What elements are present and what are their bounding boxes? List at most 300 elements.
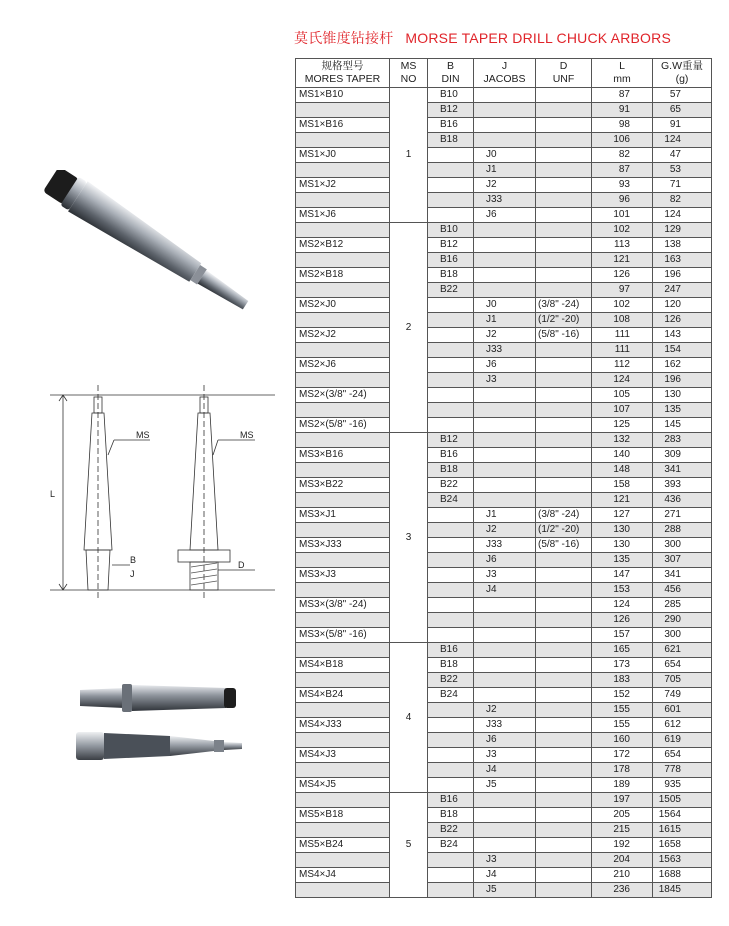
- cell-model: [296, 793, 390, 808]
- cell-jacobs: [474, 613, 536, 628]
- cell-jacobs: J1: [474, 508, 536, 523]
- table-row: [296, 298, 712, 313]
- cell-jacobs: J2: [474, 523, 536, 538]
- cell-weight: 162: [653, 358, 712, 373]
- table-row: [296, 328, 712, 343]
- cell-din: B10: [428, 88, 474, 103]
- cell-din: [428, 328, 474, 343]
- cell-din: [428, 418, 474, 433]
- cell-length: 147: [592, 568, 653, 583]
- cell-din: B16: [428, 448, 474, 463]
- arbor-technical-drawing: [50, 385, 280, 600]
- table-row: [296, 313, 712, 328]
- cell-length: 96: [592, 193, 653, 208]
- cell-model: [296, 523, 390, 538]
- cell-din: B18: [428, 268, 474, 283]
- cell-length: 91: [592, 103, 653, 118]
- cell-weight: 143: [653, 328, 712, 343]
- cell-model: MS3×(5/8" -16): [296, 628, 390, 643]
- table-row: [296, 718, 712, 733]
- table-row: [296, 463, 712, 478]
- cell-unf: (3/8" -24): [536, 508, 592, 523]
- cell-length: 108: [592, 313, 653, 328]
- table-row: [296, 808, 712, 823]
- table-row: [296, 688, 712, 703]
- cell-weight: 154: [653, 343, 712, 358]
- cell-weight: 436: [653, 493, 712, 508]
- table-row: [296, 658, 712, 673]
- cell-weight: 124: [653, 133, 712, 148]
- cell-jacobs: [474, 463, 536, 478]
- b-label: B: [130, 555, 137, 565]
- cell-weight: 135: [653, 403, 712, 418]
- table-row: [296, 403, 712, 418]
- cell-length: 106: [592, 133, 653, 148]
- cell-unf: [536, 583, 592, 598]
- header-j: J JACOBS: [474, 59, 536, 88]
- cell-jacobs: [474, 478, 536, 493]
- cell-ms-no: 4: [390, 643, 428, 793]
- cell-model: MS1×J6: [296, 208, 390, 223]
- cell-weight: 288: [653, 523, 712, 538]
- cell-model: [296, 163, 390, 178]
- cell-unf: [536, 223, 592, 238]
- cell-model: MS2×J6: [296, 358, 390, 373]
- cell-din: [428, 853, 474, 868]
- cell-length: 155: [592, 718, 653, 733]
- cell-weight: 307: [653, 553, 712, 568]
- cell-unf: [536, 418, 592, 433]
- cell-weight: 271: [653, 508, 712, 523]
- cell-jacobs: [474, 388, 536, 403]
- cell-length: 87: [592, 88, 653, 103]
- cell-length: 102: [592, 223, 653, 238]
- cell-din: B12: [428, 103, 474, 118]
- cell-jacobs: [474, 118, 536, 133]
- table-row: [296, 193, 712, 208]
- table-row: [296, 838, 712, 853]
- cell-jacobs: [474, 238, 536, 253]
- cell-weight: 749: [653, 688, 712, 703]
- cell-model: MS3×(3/8" -24): [296, 598, 390, 613]
- cell-unf: [536, 373, 592, 388]
- cell-model: [296, 103, 390, 118]
- cell-model: [296, 193, 390, 208]
- cell-length: 155: [592, 703, 653, 718]
- cell-unf: [536, 403, 592, 418]
- cell-model: MS4×J5: [296, 778, 390, 793]
- cell-model: [296, 373, 390, 388]
- cell-length: 126: [592, 613, 653, 628]
- cell-length: 183: [592, 673, 653, 688]
- table-row: [296, 493, 712, 508]
- cell-length: 173: [592, 658, 653, 673]
- cell-din: [428, 298, 474, 313]
- cell-jacobs: [474, 808, 536, 823]
- table-row: [296, 133, 712, 148]
- table-row: [296, 868, 712, 883]
- cell-jacobs: [474, 658, 536, 673]
- table-row: [296, 568, 712, 583]
- cell-din: [428, 553, 474, 568]
- cell-model: [296, 703, 390, 718]
- cell-jacobs: J4: [474, 868, 536, 883]
- table-row: [296, 538, 712, 553]
- cell-din: [428, 568, 474, 583]
- cell-jacobs: [474, 673, 536, 688]
- cell-unf: [536, 823, 592, 838]
- cell-din: [428, 373, 474, 388]
- cell-length: 87: [592, 163, 653, 178]
- cell-unf: [536, 358, 592, 373]
- cell-din: [428, 538, 474, 553]
- cell-unf: [536, 283, 592, 298]
- cell-din: [428, 508, 474, 523]
- table-row: [296, 823, 712, 838]
- cell-unf: [536, 658, 592, 673]
- cell-weight: 247: [653, 283, 712, 298]
- cell-unf: [536, 778, 592, 793]
- cell-unf: [536, 868, 592, 883]
- cell-model: [296, 283, 390, 298]
- cell-din: [428, 163, 474, 178]
- jacobs-arbor-photo: [74, 722, 244, 770]
- cell-din: [428, 178, 474, 193]
- header-model: 规格型号 MORES TAPER: [296, 59, 390, 88]
- cell-model: MS2×(3/8" -24): [296, 388, 390, 403]
- title-english: MORSE TAPER DRILL CHUCK ARBORS: [405, 30, 671, 46]
- cell-model: [296, 553, 390, 568]
- cell-unf: [536, 103, 592, 118]
- table-row: [296, 268, 712, 283]
- table-row: [296, 103, 712, 118]
- cell-jacobs: [474, 253, 536, 268]
- cell-model: MS5×B24: [296, 838, 390, 853]
- cell-jacobs: J5: [474, 778, 536, 793]
- cell-weight: 654: [653, 748, 712, 763]
- cell-jacobs: [474, 103, 536, 118]
- cell-model: MS1×J2: [296, 178, 390, 193]
- header-gw: G.W重量 (g): [653, 59, 712, 88]
- cell-model: [296, 403, 390, 418]
- cell-model: [296, 493, 390, 508]
- cell-unf: [536, 748, 592, 763]
- cell-length: 124: [592, 598, 653, 613]
- cell-weight: 393: [653, 478, 712, 493]
- cell-weight: 300: [653, 628, 712, 643]
- table-row: [296, 733, 712, 748]
- cell-din: B16: [428, 793, 474, 808]
- cell-jacobs: [474, 628, 536, 643]
- table-row: [296, 763, 712, 778]
- cell-model: MS5×B18: [296, 808, 390, 823]
- arbor-photo-large: [40, 170, 280, 360]
- cell-jacobs: [474, 403, 536, 418]
- cell-jacobs: J2: [474, 703, 536, 718]
- cell-jacobs: J6: [474, 553, 536, 568]
- cell-unf: [536, 433, 592, 448]
- cell-unf: [536, 883, 592, 898]
- header-b: B DIN: [428, 59, 474, 88]
- cell-weight: 341: [653, 463, 712, 478]
- cell-din: B10: [428, 223, 474, 238]
- cell-unf: [536, 688, 592, 703]
- cell-din: [428, 343, 474, 358]
- cell-weight: 290: [653, 613, 712, 628]
- cell-unf: [536, 253, 592, 268]
- cell-unf: [536, 268, 592, 283]
- cell-unf: (1/2" -20): [536, 523, 592, 538]
- table-row: [296, 703, 712, 718]
- cell-length: 165: [592, 643, 653, 658]
- cell-weight: 601: [653, 703, 712, 718]
- cell-din: [428, 733, 474, 748]
- cell-model: MS1×B10: [296, 88, 390, 103]
- cell-jacobs: J6: [474, 733, 536, 748]
- cell-din: [428, 748, 474, 763]
- cell-din: [428, 403, 474, 418]
- table-row: [296, 508, 712, 523]
- cell-unf: [536, 568, 592, 583]
- cell-length: 178: [592, 763, 653, 778]
- cell-din: B12: [428, 433, 474, 448]
- cell-model: [296, 733, 390, 748]
- header-l: L mm: [592, 59, 653, 88]
- cell-jacobs: J1: [474, 313, 536, 328]
- cell-model: [296, 433, 390, 448]
- cell-unf: [536, 553, 592, 568]
- cell-jacobs: J33: [474, 718, 536, 733]
- cell-unf: [536, 703, 592, 718]
- cell-din: [428, 193, 474, 208]
- table-row: [296, 343, 712, 358]
- cell-jacobs: [474, 418, 536, 433]
- cell-model: MS4×B24: [296, 688, 390, 703]
- cell-weight: 283: [653, 433, 712, 448]
- table-row: [296, 283, 712, 298]
- cell-weight: 1688: [653, 868, 712, 883]
- cell-jacobs: [474, 643, 536, 658]
- taper-arbor-photo: [78, 676, 238, 720]
- cell-model: [296, 343, 390, 358]
- cell-din: [428, 598, 474, 613]
- cell-weight: 196: [653, 268, 712, 283]
- cell-unf: [536, 838, 592, 853]
- cell-din: [428, 358, 474, 373]
- cell-length: 153: [592, 583, 653, 598]
- cell-din: [428, 763, 474, 778]
- cell-length: 236: [592, 883, 653, 898]
- cell-din: [428, 613, 474, 628]
- table-row: [296, 748, 712, 763]
- cell-weight: 619: [653, 733, 712, 748]
- cell-length: 132: [592, 433, 653, 448]
- table-row: [296, 118, 712, 133]
- cell-unf: [536, 178, 592, 193]
- cell-weight: 300: [653, 538, 712, 553]
- header-ms: MS NO: [390, 59, 428, 88]
- cell-model: MS1×J0: [296, 148, 390, 163]
- cell-weight: 1505: [653, 793, 712, 808]
- cell-unf: [536, 793, 592, 808]
- cell-jacobs: J2: [474, 328, 536, 343]
- cell-weight: 935: [653, 778, 712, 793]
- cell-weight: 120: [653, 298, 712, 313]
- cell-jacobs: [474, 268, 536, 283]
- cell-unf: [536, 673, 592, 688]
- table-header-row: [296, 59, 712, 88]
- cell-unf: [536, 763, 592, 778]
- cell-ms-no: 3: [390, 433, 428, 643]
- cell-ms-no: 2: [390, 223, 428, 433]
- cell-jacobs: J3: [474, 853, 536, 868]
- cell-weight: 285: [653, 598, 712, 613]
- cell-length: 105: [592, 388, 653, 403]
- cell-weight: 47: [653, 148, 712, 163]
- table-row: [296, 613, 712, 628]
- cell-model: [296, 463, 390, 478]
- cell-jacobs: [474, 838, 536, 853]
- table-row: [296, 553, 712, 568]
- cell-unf: [536, 643, 592, 658]
- cell-din: [428, 148, 474, 163]
- cell-unf: [536, 148, 592, 163]
- cell-model: [296, 313, 390, 328]
- table-row: [296, 148, 712, 163]
- cell-din: [428, 523, 474, 538]
- cell-length: 140: [592, 448, 653, 463]
- cell-jacobs: [474, 493, 536, 508]
- cell-model: MS2×B12: [296, 238, 390, 253]
- cell-model: [296, 763, 390, 778]
- length-label: L: [50, 489, 56, 499]
- cell-model: MS3×B16: [296, 448, 390, 463]
- cell-model: [296, 133, 390, 148]
- cell-jacobs: J6: [474, 208, 536, 223]
- cell-model: [296, 583, 390, 598]
- table-row: [296, 358, 712, 373]
- cell-weight: 65: [653, 103, 712, 118]
- table-row: [296, 88, 712, 103]
- cell-length: 97: [592, 283, 653, 298]
- cell-length: 113: [592, 238, 653, 253]
- cell-length: 126: [592, 268, 653, 283]
- cell-model: MS4×B18: [296, 658, 390, 673]
- cell-length: 172: [592, 748, 653, 763]
- ms-label-left: MS: [136, 430, 150, 440]
- cell-model: [296, 883, 390, 898]
- cell-model: [296, 613, 390, 628]
- cell-din: [428, 778, 474, 793]
- cell-din: B22: [428, 673, 474, 688]
- table-row: [296, 673, 712, 688]
- cell-unf: [536, 193, 592, 208]
- cell-unf: [536, 733, 592, 748]
- cell-jacobs: J5: [474, 883, 536, 898]
- cell-jacobs: J3: [474, 373, 536, 388]
- arbor-spec-table: [295, 58, 712, 898]
- cell-unf: [536, 133, 592, 148]
- cell-din: B22: [428, 283, 474, 298]
- table-row: [296, 163, 712, 178]
- table-row: [296, 448, 712, 463]
- cell-jacobs: [474, 223, 536, 238]
- cell-din: B18: [428, 133, 474, 148]
- cell-jacobs: J1: [474, 163, 536, 178]
- cell-weight: 705: [653, 673, 712, 688]
- cell-weight: 196: [653, 373, 712, 388]
- cell-length: 215: [592, 823, 653, 838]
- cell-length: 98: [592, 118, 653, 133]
- cell-din: B22: [428, 823, 474, 838]
- cell-model: MS1×B16: [296, 118, 390, 133]
- cell-unf: [536, 463, 592, 478]
- cell-model: MS3×J33: [296, 538, 390, 553]
- cell-weight: 654: [653, 658, 712, 673]
- cell-unf: [536, 493, 592, 508]
- cell-jacobs: J0: [474, 148, 536, 163]
- page-title: [294, 28, 671, 48]
- cell-weight: 124: [653, 208, 712, 223]
- cell-jacobs: [474, 433, 536, 448]
- cell-length: 158: [592, 478, 653, 493]
- cell-model: MS3×B22: [296, 478, 390, 493]
- table-row: [296, 223, 712, 238]
- cell-model: MS4×J3: [296, 748, 390, 763]
- cell-unf: [536, 718, 592, 733]
- cell-weight: 1564: [653, 808, 712, 823]
- cell-length: 125: [592, 418, 653, 433]
- cell-model: [296, 673, 390, 688]
- cell-length: 135: [592, 553, 653, 568]
- cell-length: 197: [592, 793, 653, 808]
- cell-din: B16: [428, 643, 474, 658]
- cell-weight: 91: [653, 118, 712, 133]
- cell-length: 121: [592, 253, 653, 268]
- cell-jacobs: J4: [474, 583, 536, 598]
- cell-din: B16: [428, 253, 474, 268]
- cell-model: [296, 253, 390, 268]
- table-row: [296, 583, 712, 598]
- cell-unf: [536, 448, 592, 463]
- cell-unf: [536, 853, 592, 868]
- cell-weight: 1658: [653, 838, 712, 853]
- cell-model: MS2×J0: [296, 298, 390, 313]
- cell-din: [428, 628, 474, 643]
- cell-length: 82: [592, 148, 653, 163]
- ms-label-right: MS: [240, 430, 254, 440]
- table-row: [296, 238, 712, 253]
- cell-din: B18: [428, 808, 474, 823]
- cell-din: [428, 883, 474, 898]
- cell-length: 102: [592, 298, 653, 313]
- table-row: [296, 433, 712, 448]
- table-row: [296, 853, 712, 868]
- cell-din: [428, 388, 474, 403]
- cell-length: 192: [592, 838, 653, 853]
- cell-jacobs: J2: [474, 178, 536, 193]
- j-label: J: [130, 569, 135, 579]
- table-row: [296, 373, 712, 388]
- cell-unf: [536, 208, 592, 223]
- cell-unf: [536, 628, 592, 643]
- cell-length: 127: [592, 508, 653, 523]
- cell-din: [428, 718, 474, 733]
- table-row: [296, 388, 712, 403]
- cell-weight: 341: [653, 568, 712, 583]
- cell-jacobs: J33: [474, 193, 536, 208]
- cell-length: 124: [592, 373, 653, 388]
